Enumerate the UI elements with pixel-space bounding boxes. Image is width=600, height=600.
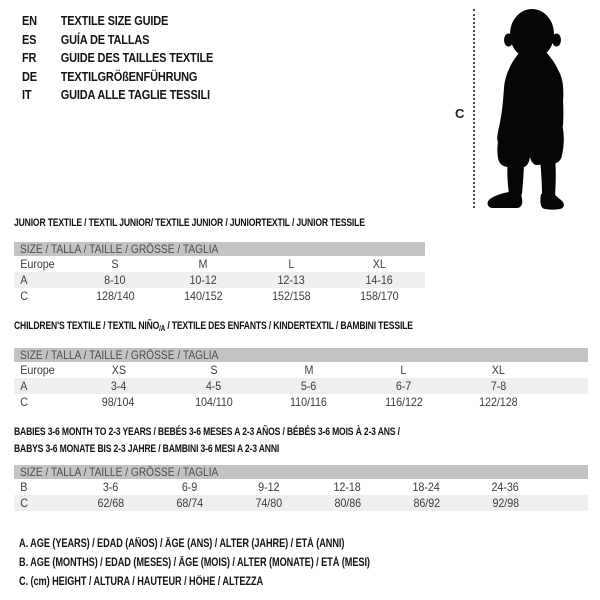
table-cell-text: 7-8 [490, 379, 507, 393]
table-cell [229, 495, 308, 511]
table-cell-text: M [198, 257, 208, 271]
language-row [22, 68, 213, 87]
table-cell [335, 256, 423, 272]
section-title-line [14, 217, 365, 230]
table-cell [261, 362, 356, 378]
section-title [14, 426, 588, 456]
row-label-cell [14, 362, 71, 378]
footnote-b: B. AGE (MONTHS) / EDAD (MESES) / ÂGE (MOIS) / ALTER (MONATE) / ETÀ (MESI) [19, 557, 370, 569]
language-row [22, 12, 213, 31]
language-row [22, 31, 213, 50]
height-measure-dotted-line [473, 9, 475, 208]
table-cell-text: 80/86 [334, 496, 361, 510]
language-title: TEXTILE SIZE GUIDE [60, 14, 169, 28]
table-cell [159, 272, 247, 288]
section-title-subscript: /A [159, 324, 166, 333]
table-row [14, 256, 425, 272]
table-header-text: SIZE / TALLA / TAILLE / GRÖSSE / TAGLIA [19, 242, 219, 256]
language-code: ES [22, 32, 37, 47]
table-cell-text: XS [111, 363, 126, 377]
table-cell [451, 362, 546, 378]
table-cell-text: 62/68 [97, 496, 124, 510]
table-cell [247, 256, 335, 272]
table-header-text: SIZE / TALLA / TAILLE / GRÖSSE / TAGLIA [19, 348, 219, 362]
language-title: GUIDE DES TAILLES TEXTILE [60, 51, 214, 65]
table-row [14, 394, 588, 410]
section-title [14, 217, 425, 230]
table-cell-text: 9-12 [257, 480, 280, 494]
table-cell [71, 256, 159, 272]
filler-cell [546, 362, 588, 378]
row-label-cell [14, 495, 71, 511]
row-label-text: C [20, 395, 29, 409]
table-cell-text: 12-18 [333, 480, 362, 494]
filler-cell [423, 288, 425, 304]
language-title: TEXTILGRÖßENFÜHRUNG [60, 69, 198, 84]
row-label-text: C [20, 289, 29, 303]
table-cell [356, 362, 451, 378]
table-cell [247, 272, 335, 288]
row-label-text: Europe [20, 257, 55, 271]
table-cell [387, 479, 466, 495]
table-header-cell [14, 242, 425, 256]
filler-cell [423, 272, 425, 288]
table-cell-text: XL [491, 363, 506, 377]
filler-cell [545, 495, 588, 511]
size-table [14, 242, 425, 304]
table-cell [335, 272, 423, 288]
table-header-text: SIZE / TALLA / TAILLE / GRÖSSE / TAGLIA [19, 465, 219, 479]
section-title-line [14, 443, 462, 456]
size-table [14, 348, 588, 410]
table-cell-text: 12-13 [277, 273, 305, 287]
table-cell [150, 495, 229, 511]
language-code: EN [22, 14, 37, 28]
table-cell [166, 378, 261, 394]
table-cell [71, 394, 166, 410]
row-label-cell [14, 256, 71, 272]
language-list [22, 12, 213, 105]
footnote-a: A. AGE (YEARS) / EDAD (AÑOS) / ÂGE (ANS) / ALTER (JAHRE) / ETÀ (ANNI) [19, 538, 345, 550]
row-label-text: A [20, 273, 28, 287]
table-row [14, 272, 425, 288]
table-cell-text: 128/140 [95, 289, 135, 303]
table-cell-text: 74/80 [255, 496, 282, 510]
table-cell-text: S [111, 257, 119, 271]
section-title-text: JUNIOR TEXTILE / TEXTIL JUNIOR/ TEXTILE JUNIOR / JUNIORTEXTIL / JUNIOR TESSILE [14, 217, 365, 229]
row-label-cell [14, 272, 71, 288]
table-cell-text: 8-10 [104, 273, 126, 287]
table-cell-text: 10-12 [189, 273, 217, 287]
table-cell-text: 110/116 [290, 395, 327, 409]
section-title-text: BABYS 3-6 MONATE BIS 2-3 JAHRE / BAMBINI 3-6 MESI A 2-3 ANNI [14, 443, 280, 455]
footnotes [19, 535, 458, 592]
section-babies [14, 426, 588, 511]
filler-cell [423, 256, 425, 272]
baby-silhouette-icon [487, 8, 580, 212]
footnote-c: C. (cm) HEIGHT / ALTURA / HAUTEUR / HÖHE / ALTEZZA [19, 576, 264, 588]
filler-cell [546, 378, 588, 394]
language-title: GUÍA DE TALLAS [60, 32, 150, 47]
filler-cell [545, 479, 588, 495]
table-cell-text: XL [372, 257, 386, 271]
row-label-text: Europe [20, 363, 55, 377]
table-header-bar [14, 242, 425, 256]
table-cell [247, 288, 335, 304]
table-header-cell [14, 465, 588, 479]
table-cell-text: 92/98 [492, 496, 519, 510]
size-table-body [14, 348, 588, 410]
row-label-text: B [20, 480, 28, 494]
size-table-body [14, 242, 425, 304]
table-cell-text: 14-16 [365, 273, 393, 287]
table-row [14, 495, 588, 511]
table-cell-text: S [209, 363, 218, 377]
section-title-line [14, 320, 462, 335]
language-code: IT [22, 88, 32, 102]
table-cell-text: 158/170 [359, 289, 399, 303]
table-cell-text: 6-9 [181, 480, 198, 494]
table-cell [261, 378, 356, 394]
table-row [14, 362, 588, 378]
height-measure-label: C [455, 106, 465, 121]
row-label-cell [14, 394, 71, 410]
table-cell [466, 495, 545, 511]
table-header-bar [14, 465, 588, 479]
section-title-line [14, 426, 462, 439]
section-title-text: / TEXTILE DES ENFANTS / KINDERTEXTIL / BAMBINI TESSILE [165, 320, 413, 332]
row-label-text: C [20, 496, 29, 510]
table-cell [71, 378, 166, 394]
table-cell-text: 86/92 [413, 496, 440, 510]
table-cell [451, 394, 546, 410]
row-label-cell [14, 378, 71, 394]
table-cell-text: 3-6 [102, 480, 119, 494]
language-code: FR [22, 51, 37, 65]
table-cell-text: 152/158 [271, 289, 311, 303]
table-cell-text: 116/122 [384, 395, 423, 409]
section-title-text: CHILDREN'S TEXTILE / TEXTIL NIÑO [14, 320, 160, 332]
table-cell-text: L [400, 363, 407, 377]
table-cell [466, 479, 545, 495]
row-label-cell [14, 479, 71, 495]
table-cell [387, 495, 466, 511]
table-row [14, 288, 425, 304]
table-cell-text: 104/110 [194, 395, 233, 409]
section-title-text: BABIES 3-6 MONTH TO 2-3 YEARS / BEBÉS 3-6 MESES A 2-3 AÑOS / BÉBÉS 3-6 MOIS À 2-3 ANS / [14, 426, 400, 438]
table-cell [150, 479, 229, 495]
section-children [14, 320, 588, 410]
language-row [22, 49, 213, 68]
baby-silhouette-shape [488, 9, 564, 210]
table-cell-text: 6-7 [395, 379, 412, 393]
table-cell-text: 18-24 [412, 480, 441, 494]
table-cell [335, 288, 423, 304]
table-cell-text: 5-6 [300, 379, 317, 393]
table-header-bar [14, 348, 588, 362]
table-cell [308, 479, 387, 495]
section-junior [14, 217, 425, 304]
table-cell [166, 394, 261, 410]
table-cell [308, 495, 387, 511]
table-cell [356, 394, 451, 410]
table-cell [71, 272, 159, 288]
row-label-text: A [20, 379, 28, 393]
table-cell [71, 288, 159, 304]
table-cell-text: 140/152 [183, 289, 223, 303]
table-header-cell [14, 348, 588, 362]
size-table [14, 465, 588, 511]
language-code: DE [22, 69, 37, 84]
table-cell-text: L [288, 257, 294, 271]
size-table-body [14, 465, 588, 511]
table-cell [356, 378, 451, 394]
table-cell-text: 3-4 [110, 379, 127, 393]
table-cell-text: 24-36 [491, 480, 520, 494]
language-row [22, 86, 213, 105]
language-title: GUIDA ALLE TAGLIE TESSILI [60, 88, 210, 102]
table-cell-text: M [304, 363, 313, 377]
table-cell-text: 98/104 [102, 395, 135, 409]
table-cell [451, 378, 546, 394]
table-cell-text: 122/128 [479, 395, 518, 409]
table-cell-text: 68/74 [176, 496, 203, 510]
table-cell [166, 362, 261, 378]
table-cell [261, 394, 356, 410]
table-cell [159, 288, 247, 304]
table-row [14, 479, 588, 495]
table-cell [71, 362, 166, 378]
table-cell-text: 4-5 [205, 379, 222, 393]
table-row [14, 378, 588, 394]
section-title [14, 320, 588, 335]
row-label-cell [14, 288, 71, 304]
table-cell [71, 479, 150, 495]
table-cell [71, 495, 150, 511]
table-cell [159, 256, 247, 272]
table-cell [229, 479, 308, 495]
filler-cell [546, 394, 588, 410]
